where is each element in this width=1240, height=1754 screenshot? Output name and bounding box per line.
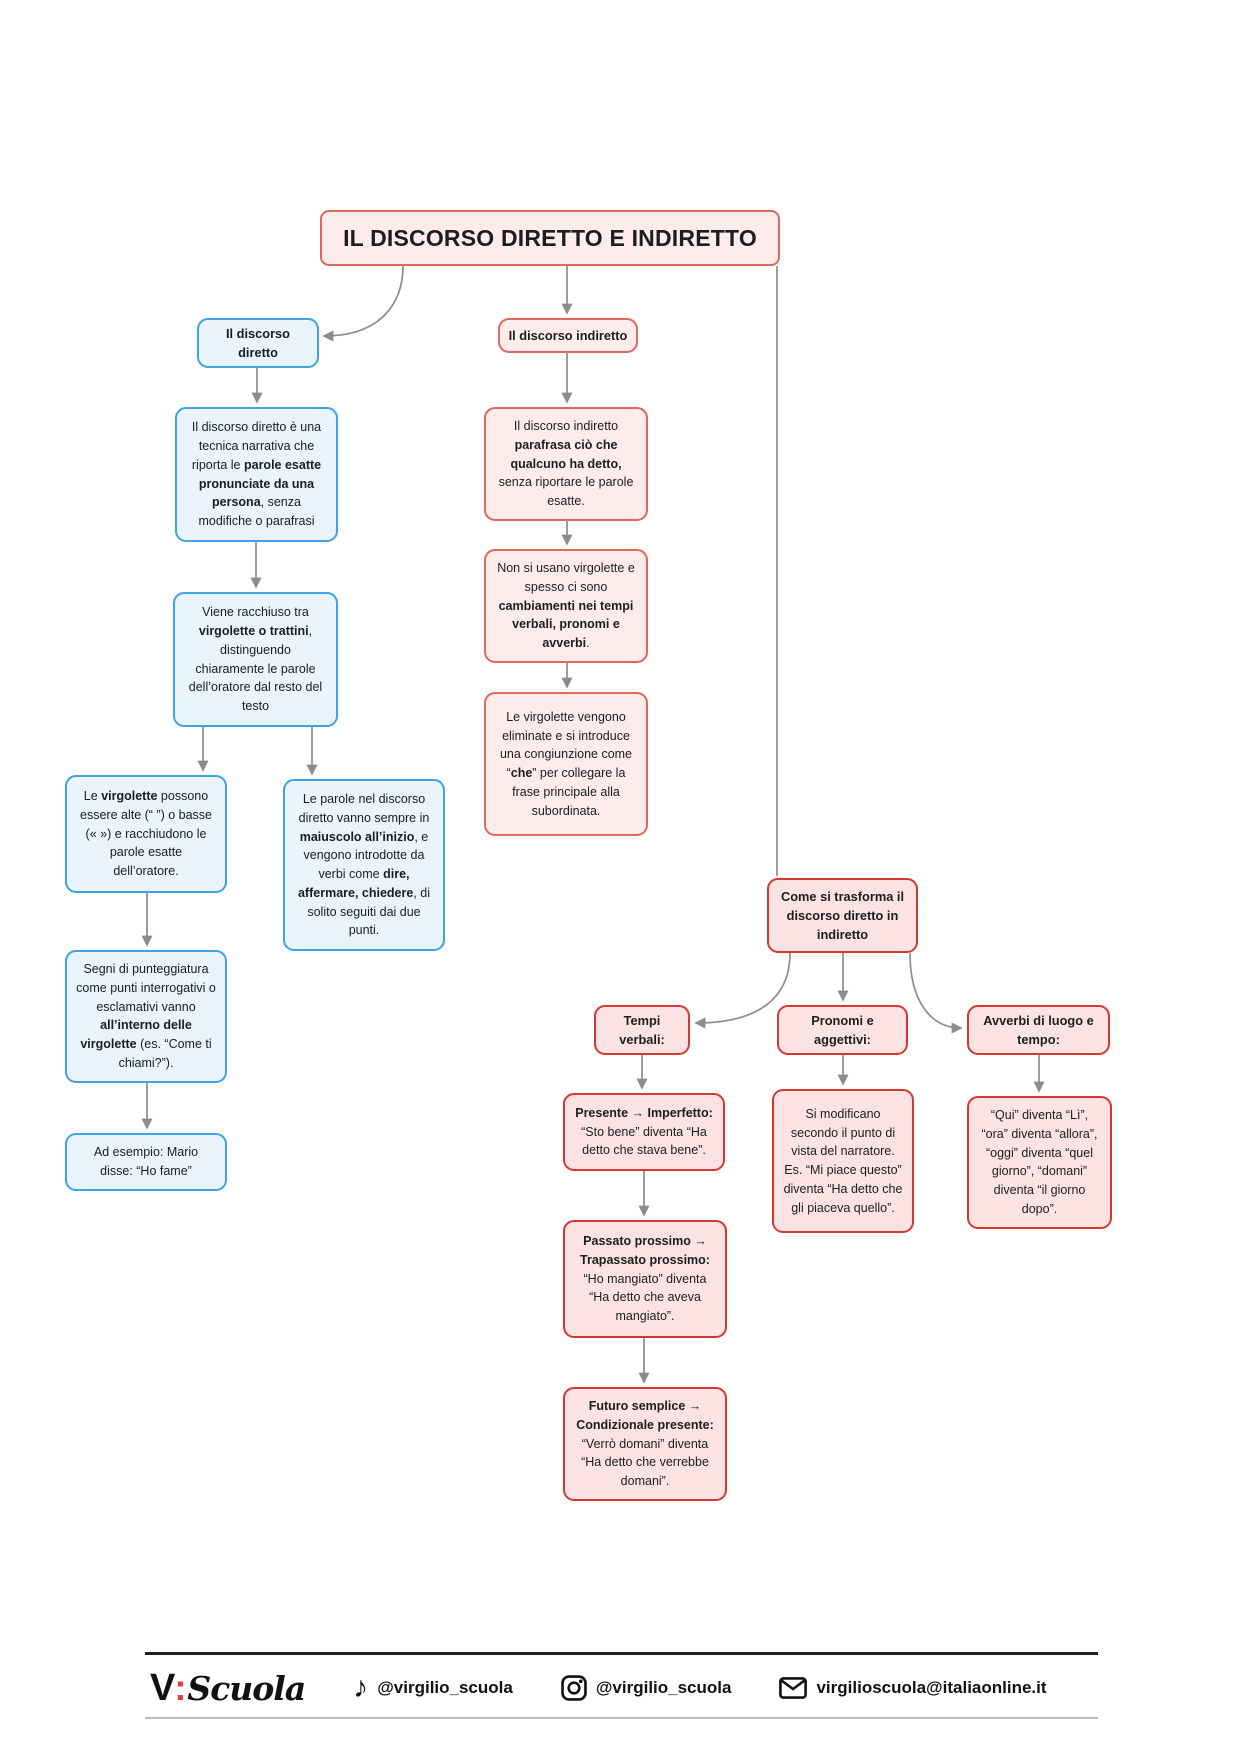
connector-transform-avverbi [910, 953, 961, 1028]
node-indirect-label: Il discorso indiretto [498, 318, 638, 353]
node-tempi-presente: Presente → Imperfetto: “Sto bene” diventa “Ha detto che stava bene”. [563, 1093, 725, 1171]
node-direct-punteggiatura: Segni di punteggiatura come punti interrogativi o esclamativi vanno all’interno delle virgolette (es. “Come ti chiami?”). [65, 950, 227, 1083]
instagram-icon [561, 1675, 587, 1701]
node-direct-racchiuso: Viene racchiuso tra virgolette o trattini, distinguendo chiaramente le parole dell’oratore dal resto del testo [173, 592, 338, 727]
node-direct-maiuscolo: Le parole nel discorso diretto vanno sempre in maiuscolo all’inizio, e vengono introdotte da verbi come dire, affermare, chiedere, di solito seguiti dai due punti. [283, 779, 445, 951]
email-group [779, 1677, 1046, 1699]
tiktok-group [353, 1673, 513, 1703]
node-tempi-label: Tempi verbali: [594, 1005, 690, 1055]
logo-v: V [150, 1666, 175, 1709]
footer-top-rule [145, 1652, 1098, 1655]
footer-bottom-rule [145, 1717, 1098, 1719]
node-direct-label: Il discorso diretto [197, 318, 319, 368]
node-indirect-congiunzione: Le virgolette vengono eliminate e si introduce una congiunzione come “che” per collegare la frase principale alla subordinata. [484, 692, 648, 836]
footer [150, 1662, 1098, 1714]
node-indirect-definition: Il discorso indiretto parafrasa ciò che qualcuno ha detto, senza riportare le parole esatte. [484, 407, 648, 521]
node-direct-esempio: Ad esempio: Mario disse: “Ho fame” [65, 1133, 227, 1191]
logo-name: Scuola [187, 1668, 306, 1708]
instagram-handle: @virgilio_scuola [595, 1678, 732, 1697]
node-indirect-novirgolette: Non si usano virgolette e spesso ci sono cambiamenti nei tempi verbali, pronomi e avverbi. [484, 549, 648, 663]
node-avverbi-label: Avverbi di luogo e tempo: [967, 1005, 1110, 1055]
logo-colon: : [174, 1666, 187, 1708]
email-address: virgilioscuola@italiaonline.it [816, 1678, 1047, 1697]
connector-transform-tempi [696, 953, 790, 1023]
node-direct-virgolette: Le virgolette possono essere alte (“ ”) o basse (« ») e racchiudono le parole esatte dell’oratore. [65, 775, 227, 893]
node-direct-definition: Il discorso diretto è una tecnica narrativa che riporta le parole esatte pronunciate da una persona, senza modifiche o parafrasi [175, 407, 338, 542]
node-pronomi-label: Pronomi e aggettivi: [777, 1005, 908, 1055]
node-tempi-passato: Passato prossimo → Trapassato prossimo: “Ho mangiato” diventa “Ha detto che aveva mangiato”. [563, 1220, 727, 1338]
connector-title-direct [324, 266, 403, 336]
tiktok-handle: @virgilio_scuola [377, 1678, 513, 1697]
map-title: IL DISCORSO DIRETTO E INDIRETTO [320, 210, 780, 266]
node-tempi-futuro: Futuro semplice → Condizionale presente: “Verrò domani” diventa “Ha detto che verrebbe domani”. [563, 1387, 727, 1501]
instagram-group [561, 1675, 732, 1701]
viscuola-logo [150, 1667, 305, 1710]
node-avverbi-description: “Qui” diventa “Lì”, “ora” diventa “allora”, “oggi” diventa “quel giorno”, “domani” diventa “il giorno dopo”. [967, 1096, 1112, 1229]
tiktok-icon: ♪ [353, 1671, 369, 1704]
email-icon [779, 1677, 807, 1699]
node-pronomi-description: Si modificano secondo il punto di vista del narratore. Es. “Mi piace questo” diventa “Ha detto che gli piaceva quello”. [772, 1089, 914, 1233]
node-transform-heading: Come si trasforma il discorso diretto in indiretto [767, 878, 918, 953]
